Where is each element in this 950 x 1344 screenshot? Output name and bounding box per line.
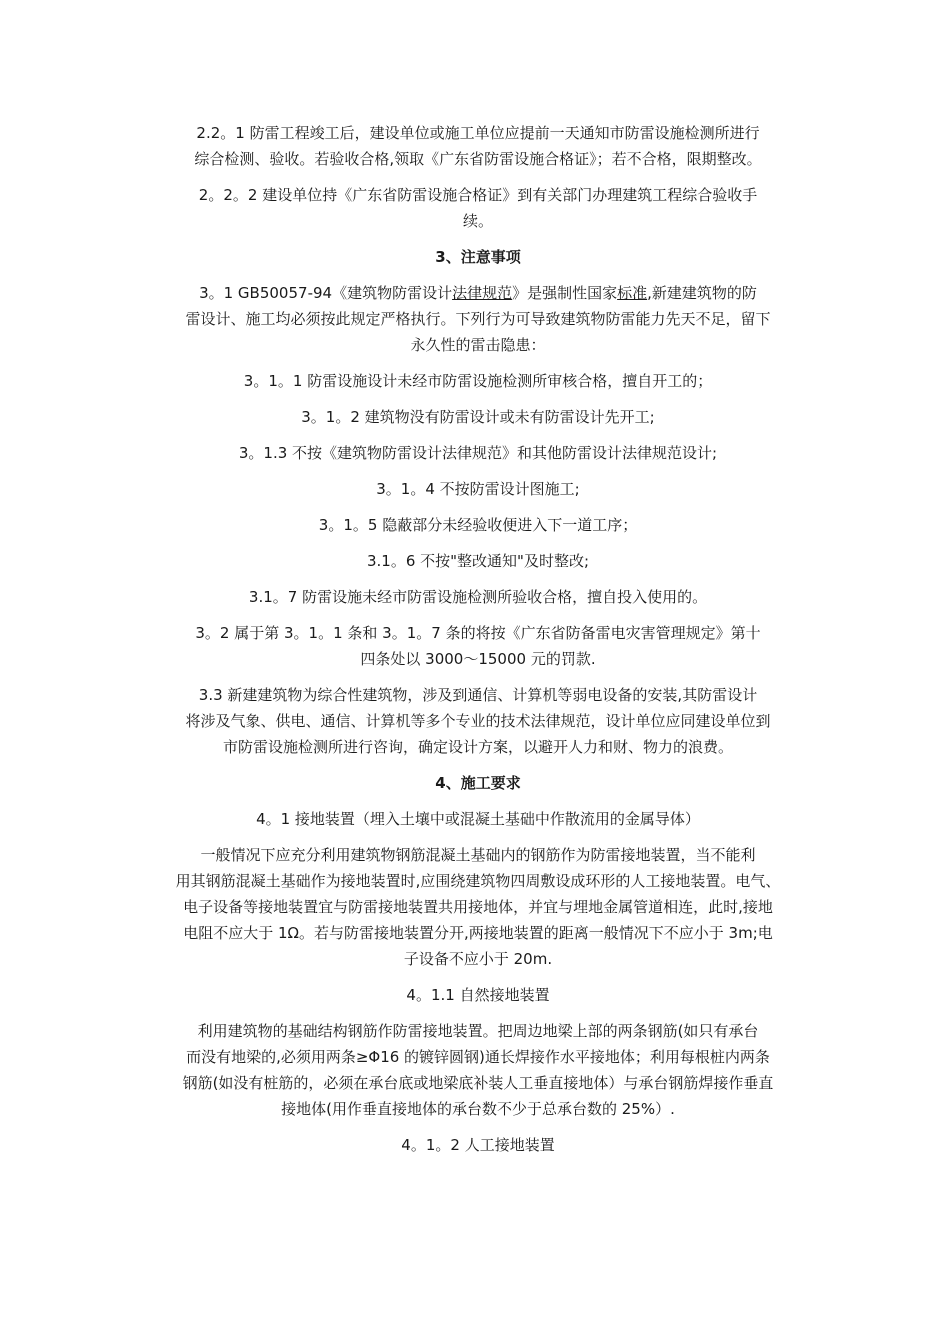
subheading-4-1: 4。1 接地装置（埋入土壤中或混凝土基础中作散流用的金属导体） [256,810,700,828]
text-line: 电子设备等接地装置宜与防雷接地装置共用接地体，并宜与埋地金属管道相连，此时,接地 [183,898,773,916]
document-page [148,120,808,1168]
paragraph-4-1-1-body [148,1018,808,1122]
section-heading-4: 4、施工要求 [435,774,521,792]
list-item-3-1-5: 3。1。5 隐蔽部分未经验收便进入下一道工序； [318,516,638,534]
list-item-3-1-2: 3。1。2 建筑物没有防雷设计或未有防雷设计先开工; [301,408,655,426]
text-line [148,280,808,306]
text-line: 钢筋(如没有桩筋的，必须在承台底或地梁底补装人工垂直接地体）与承台钢筋焊接作垂直 [182,1074,774,1092]
text-line: 3。2 属于第 3。1。1 条和 3。1。7 条的将按《广东省防备雷电灾害管理规定》第十 [195,624,761,642]
text-run: ,新建建筑物的防 [647,284,757,302]
underlined-term: 标准 [617,284,648,302]
subheading-4-1-2: 4。1。2 人工接地装置 [401,1136,555,1154]
list-item-3-1-1: 3。1。1 防雷设施设计未经市防雷设施检测所审核合格，擅自开工的； [243,372,713,390]
text-line: 一般情况下应充分利用建筑物钢筋混凝土基础内的钢筋作为防雷接地装置，当不能利 [200,846,756,864]
subheading-4-1-1: 4。1.1 自然接地装置 [406,986,550,1004]
text-line: 子设备不应小于 20m. [403,950,553,968]
paragraph-2-2-1 [148,120,808,172]
list-item-3-1-4: 3。1。4 不按防雷设计图施工; [376,480,580,498]
text-line: 续。 [462,212,493,230]
text-line: 永久性的雷击隐患： [410,336,546,354]
text-line: 电阻不应大于 1Ω。若与防雷接地装置分开,两接地装置的距离一般情况下不应小于 3m;电 [183,924,773,942]
underlined-term: 法律规范 [452,284,513,302]
text-line: 将涉及气象、供电、通信、计算机等多个专业的技术法律规范，设计单位应同建设单位到 [185,712,771,730]
section-heading-3: 3、注意事项 [435,248,521,266]
paragraph-4-1-body [148,842,808,972]
text-run: 》是强制性国家 [512,284,618,302]
text-line: 2。2。2 建设单位持《广东省防雷设施合格证》到有关部门办理建筑工程综合验收手 [198,186,758,204]
paragraph-3-1 [148,280,808,358]
text-line: 用其钢筋混凝土基础作为接地装置时,应围绕建筑物四周敷设成环形的人工接地装置。电气、 [175,872,781,890]
paragraph-3-2 [148,620,808,672]
list-item-3-1-6: 3.1。6 不按"整改通知"及时整改; [366,552,590,570]
text-run: 3。1 GB50057-94《建筑物防雷设计 [199,284,453,302]
text-line: 利用建筑物的基础结构钢筋作防雷接地装置。把周边地梁上部的两条钢筋(如只有承台 [197,1022,759,1040]
paragraph-2-2-2 [148,182,808,234]
text-line: 市防雷设施检测所进行咨询，确定设计方案，以避开人力和财、物力的浪费。 [222,738,733,756]
paragraph-3-3 [148,682,808,760]
text-line: 四条处以 3000～15000 元的罚款. [360,650,596,668]
text-line: 接地体(用作垂直接地体的承台数不少于总承台数的 25%）. [281,1100,675,1118]
text-line: 雷设计、施工均必须按此规定严格执行。下列行为可导致建筑物防雷能力先天不足，留下 [185,310,771,328]
text-line: 3.3 新建建筑物为综合性建筑物，涉及到通信、计算机等弱电设备的安装,其防雷设计 [198,686,758,704]
list-item-3-1-7: 3.1。7 防雷设施未经市防雷设施检测所验收合格，擅自投入使用的。 [248,588,708,606]
text-line: 2.2。1 防雷工程竣工后，建设单位或施工单位应提前一天通知市防雷设施检测所进行 [196,124,760,142]
text-line: 综合检测、验收。若验收合格,领取《广东省防雷设施合格证》；若不合格，限期整改。 [194,150,762,168]
text-line: 而没有地梁的,必须用两条≥Φ16 的镀锌圆钢)通长焊接作水平接地体；利用每根桩内两条 [186,1048,770,1066]
list-item-3-1-3: 3。1.3 不按《建筑物防雷设计法律规范》和其他防雷设计法律规范设计; [238,444,718,462]
